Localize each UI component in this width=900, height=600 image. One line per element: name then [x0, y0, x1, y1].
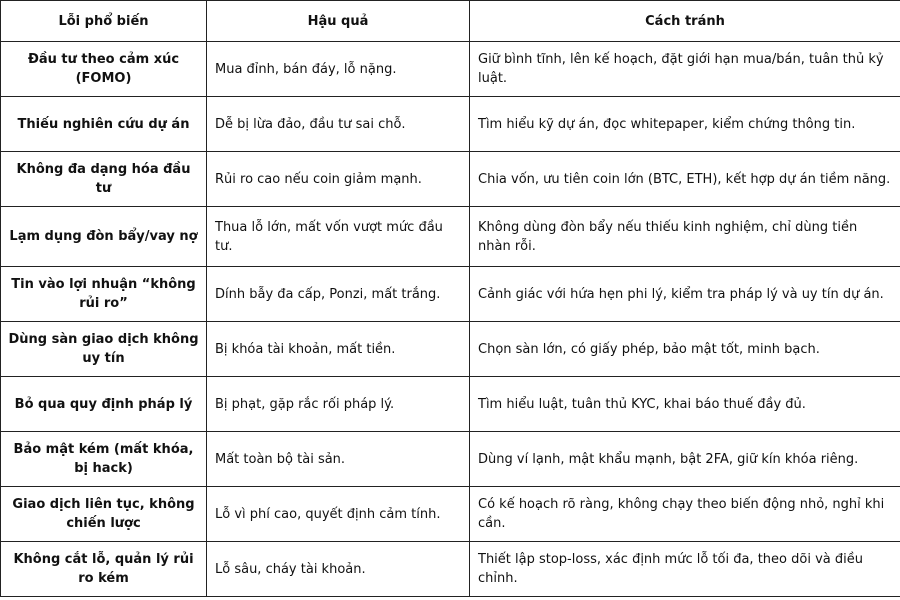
table-row	[1, 207, 900, 267]
header-consequence: Hậu quả	[207, 1, 470, 42]
mistake-cell: Giao dịch liên tục, không chiến lược	[1, 487, 207, 542]
table-row	[1, 152, 900, 207]
consequence-cell: Rủi ro cao nếu coin giảm mạnh.	[207, 152, 470, 207]
table-header-row	[1, 1, 900, 42]
avoidance-cell: Cảnh giác với hứa hẹn phi lý, kiểm tra pháp lý và uy tín dự án.	[470, 267, 900, 322]
consequence-cell: Mua đỉnh, bán đáy, lỗ nặng.	[207, 42, 470, 97]
mistake-cell: Không cắt lỗ, quản lý rủi ro kém	[1, 542, 207, 597]
avoidance-cell: Giữ bình tĩnh, lên kế hoạch, đặt giới hạn mua/bán, tuân thủ kỷ luật.	[470, 42, 900, 97]
mistake-cell: Tin vào lợi nhuận “không rủi ro”	[1, 267, 207, 322]
table-row	[1, 377, 900, 432]
avoidance-cell: Tìm hiểu kỹ dự án, đọc whitepaper, kiểm chứng thông tin.	[470, 97, 900, 152]
avoidance-cell: Thiết lập stop-loss, xác định mức lỗ tối đa, theo dõi và điều chỉnh.	[470, 542, 900, 597]
mistake-cell: Bỏ qua quy định pháp lý	[1, 377, 207, 432]
avoidance-cell: Tìm hiểu luật, tuân thủ KYC, khai báo thuế đầy đủ.	[470, 377, 900, 432]
mistake-cell: Không đa dạng hóa đầu tư	[1, 152, 207, 207]
consequence-cell: Dễ bị lừa đảo, đầu tư sai chỗ.	[207, 97, 470, 152]
table-row	[1, 487, 900, 542]
avoidance-cell: Dùng ví lạnh, mật khẩu mạnh, bật 2FA, giữ kín khóa riêng.	[470, 432, 900, 487]
avoidance-cell: Chia vốn, ưu tiên coin lớn (BTC, ETH), kết hợp dự án tiềm năng.	[470, 152, 900, 207]
mistake-cell: Thiếu nghiên cứu dự án	[1, 97, 207, 152]
consequence-cell: Mất toàn bộ tài sản.	[207, 432, 470, 487]
mistake-cell: Đầu tư theo cảm xúc (FOMO)	[1, 42, 207, 97]
avoidance-cell: Không dùng đòn bẩy nếu thiếu kinh nghiệm, chỉ dùng tiền nhàn rỗi.	[470, 207, 900, 267]
consequence-cell: Bị phạt, gặp rắc rối pháp lý.	[207, 377, 470, 432]
consequence-cell: Dính bẫy đa cấp, Ponzi, mất trắng.	[207, 267, 470, 322]
table-row	[1, 322, 900, 377]
mistake-cell: Dùng sàn giao dịch không uy tín	[1, 322, 207, 377]
avoidance-cell: Chọn sàn lớn, có giấy phép, bảo mật tốt, minh bạch.	[470, 322, 900, 377]
table-row	[1, 432, 900, 487]
header-common-mistake: Lỗi phổ biến	[1, 1, 207, 42]
avoidance-cell: Có kế hoạch rõ ràng, không chạy theo biến động nhỏ, nghỉ khi cần.	[470, 487, 900, 542]
mistake-cell: Bảo mật kém (mất khóa, bị hack)	[1, 432, 207, 487]
table-row	[1, 542, 900, 597]
consequence-cell: Bị khóa tài khoản, mất tiền.	[207, 322, 470, 377]
consequence-cell: Lỗ vì phí cao, quyết định cảm tính.	[207, 487, 470, 542]
table-row	[1, 97, 900, 152]
mistake-cell: Lạm dụng đòn bẩy/vay nợ	[1, 207, 207, 267]
table-row	[1, 42, 900, 97]
consequence-cell: Thua lỗ lớn, mất vốn vượt mức đầu tư.	[207, 207, 470, 267]
header-how-to-avoid: Cách tránh	[470, 1, 900, 42]
table-row	[1, 267, 900, 322]
consequence-cell: Lỗ sâu, cháy tài khoản.	[207, 542, 470, 597]
